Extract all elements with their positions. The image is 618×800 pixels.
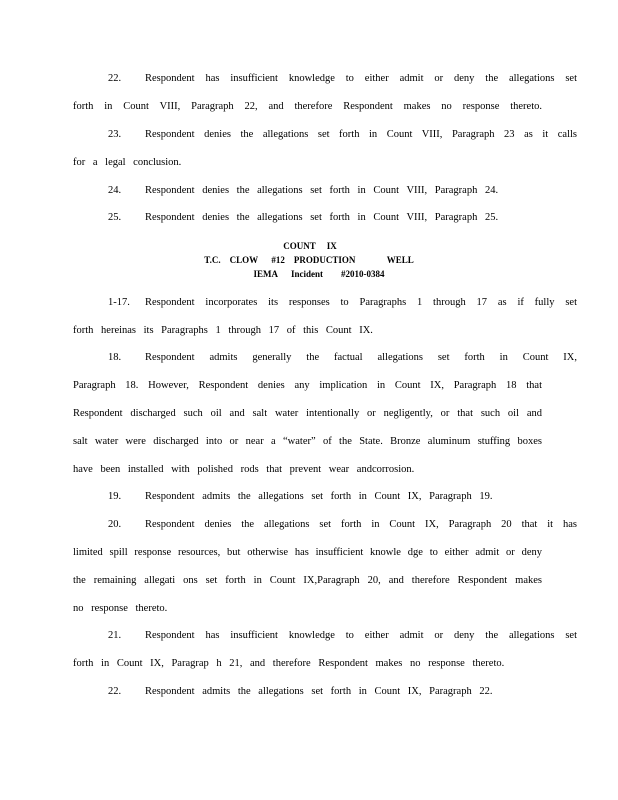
paragraph-number: 25. bbox=[108, 212, 122, 223]
paragraph-line bbox=[73, 574, 542, 588]
paragraph-line bbox=[73, 351, 577, 365]
paragraph-text: forth in Count VIII, Paragraph 22, and therefore Respondent makes no response thereto. bbox=[73, 101, 542, 112]
paragraph-line bbox=[73, 435, 542, 449]
paragraph-line bbox=[73, 629, 577, 643]
paragraph-line bbox=[73, 379, 542, 393]
paragraph-text: Respondent admits generally the factual allegations set forth in Count IX, bbox=[145, 352, 577, 363]
paragraph-text: no response thereto. bbox=[73, 603, 168, 614]
paragraph-number: 19. bbox=[108, 491, 122, 502]
paragraph-line bbox=[73, 602, 542, 616]
paragraph-text: Respondent denies the allegations set forth in Count IX, Paragraph 20 that it has bbox=[145, 519, 577, 530]
paragraph-line bbox=[73, 657, 542, 671]
paragraph-text: salt water were discharged into or near a “water” of the State. Bronze aluminum stuffing boxes bbox=[73, 436, 542, 447]
paragraph-line bbox=[73, 128, 577, 142]
paragraph-number: 23. bbox=[108, 129, 122, 140]
paragraph-text: Respondent denies the allegations set forth in Count VIII, Paragraph 25. bbox=[145, 212, 499, 223]
count-subheading-well: T.C. CLOW #12 PRODUCTION WELL bbox=[204, 255, 414, 265]
paragraph-line bbox=[73, 100, 542, 114]
paragraph-text: Respondent incorporates its responses to Paragraphs 1 through 17 as if fully set bbox=[145, 297, 577, 308]
paragraph-number: 22. bbox=[108, 686, 122, 697]
paragraph-number: 18. bbox=[108, 352, 122, 363]
paragraph-line bbox=[73, 211, 577, 225]
paragraph-line bbox=[73, 518, 577, 532]
paragraph-text: forth in Count IX, Paragrap h 21, and therefore Respondent makes no response thereto. bbox=[73, 658, 505, 669]
paragraph-number: 20. bbox=[108, 519, 122, 530]
paragraph-text: Respondent denies the allegations set forth in Count VIII, Paragraph 24. bbox=[145, 185, 499, 196]
paragraph-line bbox=[73, 324, 542, 338]
paragraph-text: have been installed with polished rods that prevent wear andcorrosion. bbox=[73, 464, 415, 475]
paragraph-line bbox=[73, 296, 577, 310]
paragraph-text: for a legal conclusion. bbox=[73, 157, 182, 168]
paragraph-text: Respondent discharged such oil and salt water intentionally or negligently, or that such oil and bbox=[73, 408, 542, 419]
paragraph-line bbox=[73, 546, 542, 560]
paragraph-text: the remaining allegati ons set forth in Count IX,Paragraph 20, and therefore Respondent makes bbox=[73, 575, 542, 586]
paragraph-text: Respondent has insufficient knowledge to either admit or deny the allegations set bbox=[145, 73, 577, 84]
paragraph-number: 1-17. bbox=[108, 297, 130, 308]
paragraph-text: Respondent admits the allegations set forth in Count IX, Paragraph 19. bbox=[145, 491, 493, 502]
paragraph-text: forth hereinas its Paragraphs 1 through 17 of this Count IX. bbox=[73, 325, 373, 336]
paragraph-text: Paragraph 18. However, Respondent denies any implication in Count IX, Paragraph 18 that bbox=[73, 380, 542, 391]
paragraph-number: 21. bbox=[108, 630, 122, 641]
paragraph-line bbox=[73, 463, 542, 477]
paragraph-text: Respondent has insufficient knowledge to either admit or deny the allegations set bbox=[145, 630, 577, 641]
paragraph-line bbox=[73, 490, 577, 504]
count-subheading-incident: IEMA Incident #2010-0384 bbox=[253, 269, 385, 279]
paragraph-number: 22. bbox=[108, 73, 122, 84]
paragraph-line bbox=[73, 156, 542, 170]
count-heading: COUNT IX bbox=[283, 241, 337, 251]
paragraph-line bbox=[73, 184, 577, 198]
paragraph-text: Respondent admits the allegations set forth in Count IX, Paragraph 22. bbox=[145, 686, 493, 697]
paragraph-line bbox=[73, 685, 577, 699]
paragraph-line bbox=[73, 407, 542, 421]
paragraph-text: limited spill response resources, but otherwise has insufficient knowle dge to either admit or deny bbox=[73, 547, 542, 558]
paragraph-text: Respondent denies the allegations set forth in Count VIII, Paragraph 23 as it calls bbox=[145, 129, 577, 140]
paragraph-number: 24. bbox=[108, 185, 122, 196]
paragraph-line bbox=[73, 72, 577, 86]
